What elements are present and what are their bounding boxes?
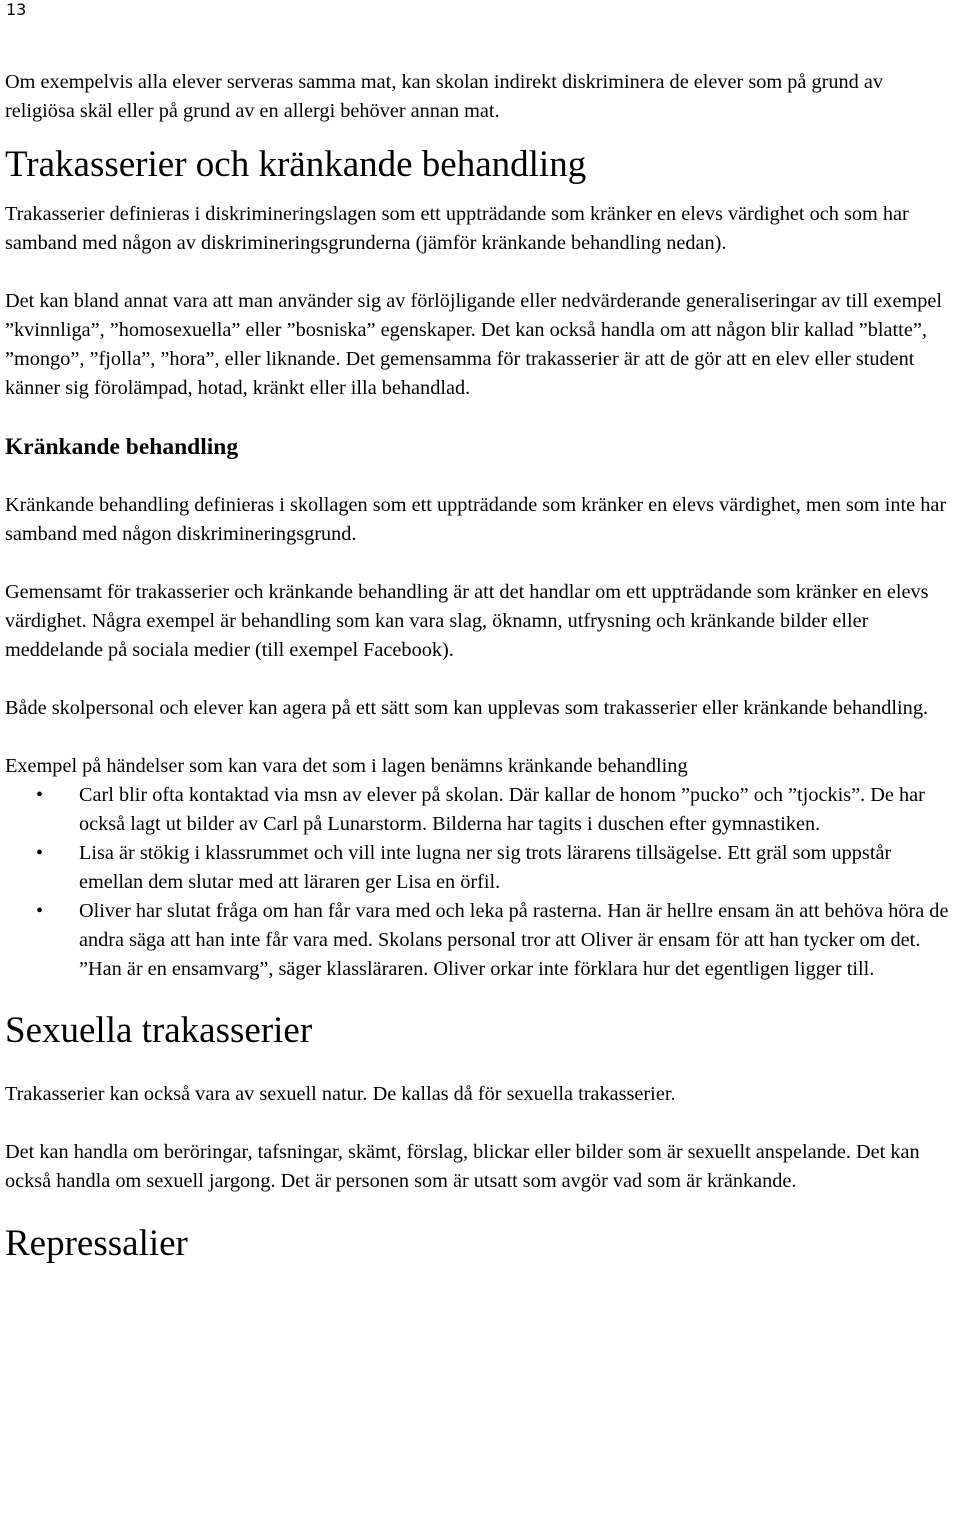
list-item-text: Lisa är stökig i klassrummet och vill inte lugna ner sig trots lärarens tillsägelse. Ett gräl som uppstår emellan dem slutar med att läraren ger Lisa en örfil. <box>79 842 892 893</box>
sexuella-paragraph-1: Trakasserier kan också vara av sexuell natur. De kallas då för sexuella trakasserier. <box>5 1083 676 1105</box>
krankande-paragraph-4: Exempel på händelser som kan vara det som i lagen benämns kränkande behandling <box>5 755 688 777</box>
list-item <box>5 897 955 984</box>
sexuella-paragraph-2: Det kan handla om beröringar, tafsningar, skämt, förslag, blickar eller bilder som är sexuellt anspelande. Det kan också handla om sexuell jargong. Det är personen som är utsatt som avgör vad som är kränkande. <box>5 1141 920 1192</box>
list-item <box>5 781 955 839</box>
bullet-icon: • <box>36 900 44 922</box>
krankande-paragraph-2: Gemensamt för trakasserier och kränkande behandling är att det handlar om ett uppträdande som kränker en elevs värdighet. Några exempel är behandling som kan vara slag, öknamn, utfrysning och kränkande bilder eller meddelande på sociala medier (till exempel Facebook). <box>5 581 929 661</box>
examples-list <box>5 781 955 984</box>
heading-krankande-behandling: Kränkande behandling <box>5 434 239 460</box>
list-item-text: Carl blir ofta kontaktad via msn av elever på skolan. Där kallar de honom ”pucko” och ”tjockis”. De har också lagt ut bilder av Carl på Lunarstorm. Bilderna har tagits i duschen efter gymnastiken. <box>79 784 925 835</box>
bullet-icon: • <box>36 784 44 806</box>
bullet-icon: • <box>36 842 44 864</box>
page-number: 13 <box>6 0 27 19</box>
krankande-paragraph-1: Kränkande behandling definieras i skollagen som ett uppträdande som kränker en elevs värdighet, men som inte har samband med någon diskrimineringsgrund. <box>5 494 947 545</box>
document-body <box>5 68 955 1266</box>
trakasserier-paragraph-1: Trakasserier definieras i diskrimineringslagen som ett uppträdande som kränker en elevs värdighet och som har samband med någon av diskrimineringsgrunderna (jämför kränkande behandling nedan). <box>5 203 909 254</box>
trakasserier-paragraph-2: Det kan bland annat vara att man använder sig av förlöjligande eller nedvärderande generaliseringar av till exempel ”kvinnliga”, ”homosexuella” eller ”bosniska” egenskaper. Det kan också handla om att någon blir kallad ”blatte”, ”mongo”, ”fjolla”, ”hora”, eller liknande. Det gemensamma för trakasserier är att de gör att en elev eller student känner sig förolämpad, hotad, kränkt eller illa behandlad. <box>5 290 943 399</box>
heading-sexuella-trakasserier: Sexuella trakasserier <box>5 1010 313 1051</box>
krankande-paragraph-3: Både skolpersonal och elever kan agera på ett sätt som kan upplevas som trakasserier eller kränkande behandling. <box>5 697 929 719</box>
intro-paragraph: Om exempelvis alla elever serveras samma mat, kan skolan indirekt diskriminera de elever som på grund av religiösa skäl eller på grund av en allergi behöver annan mat. <box>5 71 883 122</box>
heading-repressalier: Repressalier <box>5 1223 188 1264</box>
list-item <box>5 839 955 897</box>
list-item-text: Oliver har slutat fråga om han får vara med och leka på rasterna. Han är hellre ensam än att behöva höra de andra säga att han inte får vara med. Skolans personal tror att Oliver är ensam för att han tycker om det. ”Han är en ensamvarg”, säger klassläraren. Oliver orkar inte förklara hur det egentligen ligger till. <box>79 900 949 980</box>
heading-trakasserier: Trakasserier och kränkande behandling <box>5 144 587 185</box>
